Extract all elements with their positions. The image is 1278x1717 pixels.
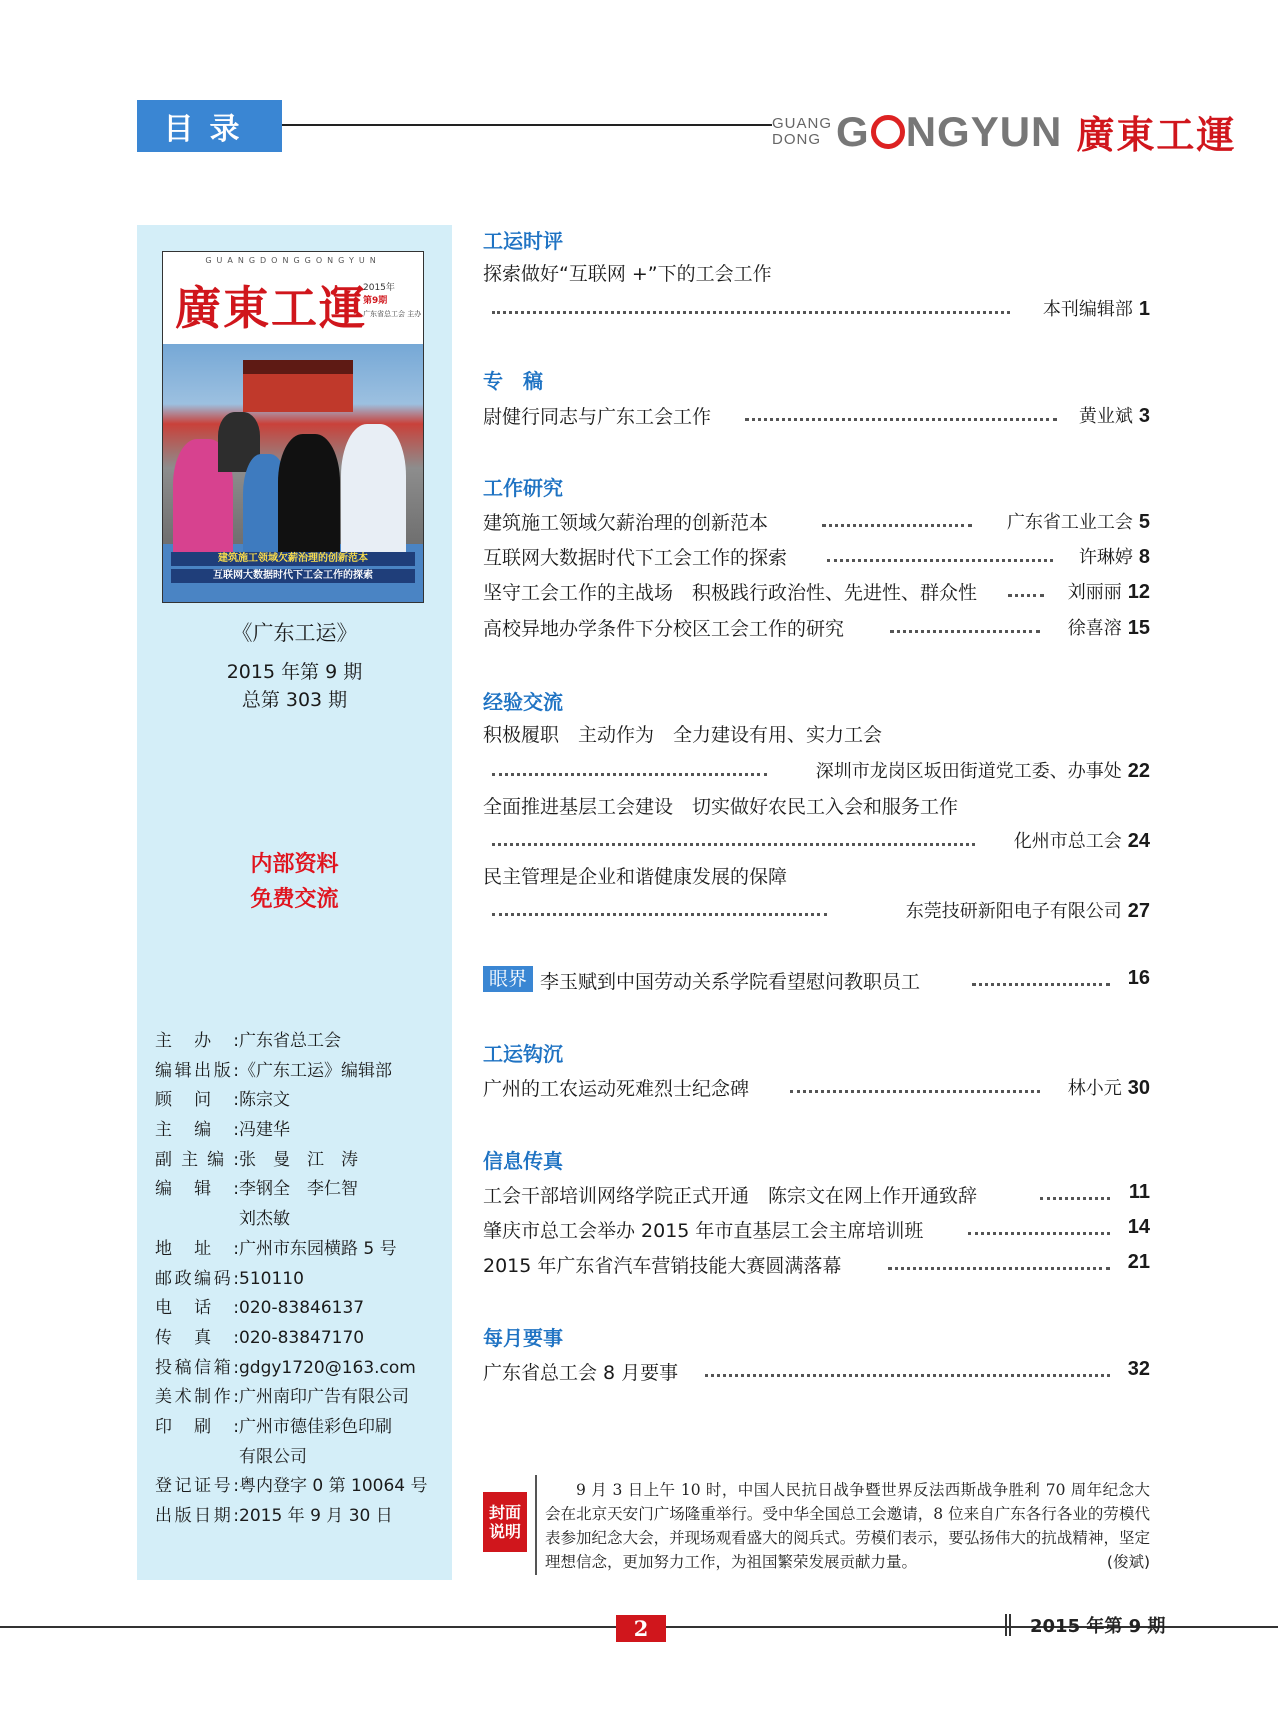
article-byline: 化州市总工会 24 [1013, 830, 1150, 852]
info-label [155, 1443, 239, 1473]
info-label: 主编: [155, 1120, 239, 1141]
page-number: 3 [1138, 405, 1150, 427]
page-number: 8 [1138, 546, 1150, 568]
info-label: 电话: [155, 1298, 239, 1319]
info-value: 有限公司 [239, 1446, 307, 1467]
info-label: 投稿信箱: [155, 1357, 239, 1378]
section-title: 工运时评 [483, 229, 563, 253]
cover-headline-1: 建筑施工领域欠薪治理的创新范本 [171, 552, 415, 566]
article-title[interactable]: 探索做好“互联网 +”下的工会工作 [483, 263, 772, 285]
tiananmen-gate [243, 360, 353, 412]
page-number: 12 [1127, 581, 1150, 603]
leader-dots [1008, 594, 1044, 597]
page-number: 1 [1138, 298, 1150, 320]
cover-caption-text: 9 月 3 日上午 10 时，中国人民抗日战争暨世界反法西斯战争胜利 70 周年纪念大会在北京天安门广场隆重举行。受中华全国总工会邀请，8 位来自广东各行各业的劳模代表参加纪念大会，并现场观看盛大的阅兵式。劳模们表示，要弘扬伟大的抗战精神，坚定理想信念，更加努力工作，为祖国繁荣发展贡献力量。 (俊斌) [545, 1478, 1150, 1574]
info-label: 出版日期: [155, 1506, 239, 1526]
section-title: 工作研究 [483, 476, 563, 500]
info-value: 广州市德佳彩色印刷 [239, 1416, 392, 1437]
info-row [155, 1472, 455, 1502]
header-rule [282, 124, 772, 126]
info-value: 《广东工运》编辑部 [239, 1060, 392, 1081]
info-row [155, 1354, 455, 1384]
info-label: 传真: [155, 1327, 239, 1348]
article-title[interactable]: 工会干部培训网络学院正式开通 陈宗文在网上作开通致辞 [483, 1185, 978, 1207]
cover-headline-2: 互联网大数据时代下工会工作的探索 [171, 569, 415, 583]
info-value: 李钢全 李仁智 [239, 1179, 358, 1200]
footer-bars [1005, 1614, 1011, 1636]
article-byline [1122, 1216, 1150, 1239]
info-value: 粤内登字 0 第 10064 号 [239, 1476, 428, 1497]
article-title[interactable]: 尉健行同志与广东工会工作 [483, 406, 712, 428]
info-value: 刘杰敏 [239, 1209, 290, 1230]
leader-dots [972, 983, 1110, 986]
article-title[interactable]: 建筑施工领域欠薪治理的创新范本 [483, 512, 769, 534]
issue-number: 2015 年第 9 期 [226, 661, 363, 683]
cover-issue: 2015年 第9期 广东省总工会 主办 [363, 283, 422, 318]
article-title[interactable]: 广东省总工会 8 月要事 [483, 1362, 679, 1384]
article-title[interactable]: 民主管理是企业和谐健康发展的保障 [483, 866, 788, 888]
article-title[interactable]: 2015 年广东省汽车营销技能大赛圆满落幕 [483, 1255, 842, 1277]
info-row [155, 1324, 455, 1354]
info-value: 广州南印广告有限公司 [239, 1387, 409, 1408]
leader-dots [492, 843, 975, 846]
info-value: gdgy1720@163.com [239, 1357, 416, 1378]
logo-chinese: 廣東工運 [1076, 112, 1237, 157]
logo-small-text: GUANG DONG [772, 114, 833, 148]
caption-divider [535, 1475, 537, 1575]
page-number: 32 [1127, 1358, 1150, 1380]
leader-dots [492, 311, 1010, 314]
cover-pinyin: GUANGDONGGONGYUN [205, 256, 381, 265]
article-byline: 东莞技研新阳电子有限公司 27 [905, 900, 1150, 922]
info-label: 编辑: [155, 1179, 239, 1200]
free-exchange-note: 免费交流 [250, 887, 339, 912]
info-row [155, 1383, 455, 1413]
info-row [155, 1443, 455, 1473]
leader-dots [492, 773, 767, 776]
article-byline [1122, 1358, 1150, 1381]
page-number: 5 [1138, 511, 1150, 533]
page-number: 15 [1127, 617, 1150, 639]
page-number: 24 [1127, 830, 1150, 852]
info-value: 2015 年 9 月 30 日 [239, 1506, 393, 1526]
article-byline: 本刊编辑部 1 [1042, 298, 1150, 320]
article-byline [1122, 1251, 1150, 1274]
info-row [155, 1027, 455, 1057]
info-row [155, 1413, 455, 1443]
info-row [155, 1116, 455, 1146]
info-row [155, 1502, 455, 1532]
info-label: 印刷: [155, 1416, 239, 1437]
info-value: 510110 [239, 1268, 304, 1289]
article-byline [1122, 967, 1150, 990]
footer-issue: 2015 年第 9 期 [1030, 1616, 1166, 1637]
article-byline: 林小元 30 [1067, 1077, 1150, 1099]
caption-signature: (俊斌) [1106, 1553, 1150, 1571]
info-value: 张 曼 江 涛 [239, 1149, 358, 1170]
cover-caption-badge: 封面 说明 [483, 1492, 527, 1552]
logo-wordmark: G NGYUN [836, 107, 1063, 155]
page-number: 14 [1127, 1216, 1150, 1238]
info-row [155, 1057, 455, 1087]
leader-dots [705, 1374, 1110, 1377]
info-value: 陈宗文 [239, 1090, 290, 1111]
info-label: 主办: [155, 1031, 239, 1051]
info-label: 美术制作: [155, 1387, 239, 1408]
article-title[interactable]: 肇庆市总工会举办 2015 年市直基层工会主席培训班 [483, 1220, 924, 1242]
info-label: 登记证号: [155, 1476, 239, 1497]
article-byline: 徐喜溶 15 [1067, 617, 1150, 639]
info-row [155, 1265, 455, 1295]
article-byline [1123, 1181, 1150, 1204]
internal-material-note: 内部资料 [250, 852, 339, 877]
leader-dots [1040, 1197, 1110, 1200]
info-row [155, 1086, 455, 1116]
section-title: 经验交流 [483, 690, 563, 714]
article-byline: 黄业斌 3 [1078, 405, 1150, 427]
page-number: 21 [1127, 1251, 1150, 1273]
leader-dots [745, 418, 1057, 421]
logo [772, 104, 1236, 159]
info-label: 邮政编码: [155, 1268, 239, 1289]
article-byline: 许琳婷 8 [1078, 546, 1150, 568]
info-label [155, 1205, 239, 1235]
page-number: 16 [1127, 967, 1150, 989]
article-title[interactable]: 坚守工会工作的主战场 积极践行政治性、先进性、群众性 [483, 582, 978, 604]
article-title[interactable]: 广州的工农运动死难烈士纪念碑 [483, 1078, 750, 1100]
info-value: 冯建华 [239, 1120, 290, 1141]
info-row [155, 1294, 455, 1324]
page-number: 11 [1128, 1181, 1150, 1203]
page-number: 22 [1127, 760, 1150, 782]
article-byline: 深圳市龙岗区坂田街道党工委、办事处 22 [815, 760, 1150, 782]
toc-header-tab: 目录 [137, 100, 282, 152]
section-title: 信息传真 [483, 1149, 563, 1173]
info-row [155, 1235, 455, 1265]
info-value: 020-83846137 [239, 1298, 365, 1319]
info-label: 地址: [155, 1238, 239, 1259]
cover-photo [163, 344, 423, 544]
page-number: 30 [1127, 1077, 1150, 1099]
info-label: 编辑出版: [155, 1060, 239, 1081]
leader-dots [890, 630, 1040, 633]
article-title[interactable]: 积极履职 主动作为 全力建设有用、实力工会 [483, 724, 883, 746]
article-title[interactable]: 李玉赋到中国劳动关系学院看望慰问教职员工 [540, 971, 921, 993]
info-row [155, 1146, 455, 1176]
info-value: 020-83847170 [239, 1327, 365, 1348]
leader-dots [888, 1267, 1110, 1270]
article-byline: 刘丽丽 12 [1067, 581, 1150, 603]
total-issue: 总第 303 期 [241, 689, 348, 711]
section-title: 工运钩沉 [483, 1042, 563, 1066]
info-row [155, 1205, 455, 1235]
info-value: 广东省总工会 [239, 1031, 341, 1051]
section-title: 每月要事 [483, 1326, 563, 1350]
info-row [155, 1175, 455, 1205]
leader-dots [492, 913, 827, 916]
cover-title: 廣東工運 [175, 281, 367, 335]
info-value: 广州市东园横路 5 号 [239, 1238, 397, 1259]
leader-dots [822, 524, 972, 527]
leader-dots [968, 1232, 1110, 1235]
section-title: 专 稿 [483, 369, 543, 393]
publication-info [155, 1027, 455, 1532]
magazine-name: 《广东工运》 [231, 621, 358, 645]
article-title[interactable]: 全面推进基层工会建设 切实做好农民工入会和服务工作 [483, 796, 959, 818]
cover-image [162, 251, 424, 603]
article-title[interactable]: 高校异地办学条件下分校区工会工作的研究 [483, 618, 845, 640]
info-label: 顾问: [155, 1090, 239, 1111]
page-number-badge: 2 [616, 1615, 666, 1642]
yanjie-badge: 眼界 [483, 966, 533, 992]
union-emblem-icon [871, 115, 905, 149]
leader-dots [790, 1090, 1040, 1093]
info-label: 副主编: [155, 1149, 239, 1170]
page-number: 27 [1127, 900, 1150, 922]
article-title[interactable]: 互联网大数据时代下工会工作的探索 [483, 547, 788, 569]
article-byline: 广东省工业工会 5 [1006, 511, 1150, 533]
leader-dots [827, 559, 1053, 562]
